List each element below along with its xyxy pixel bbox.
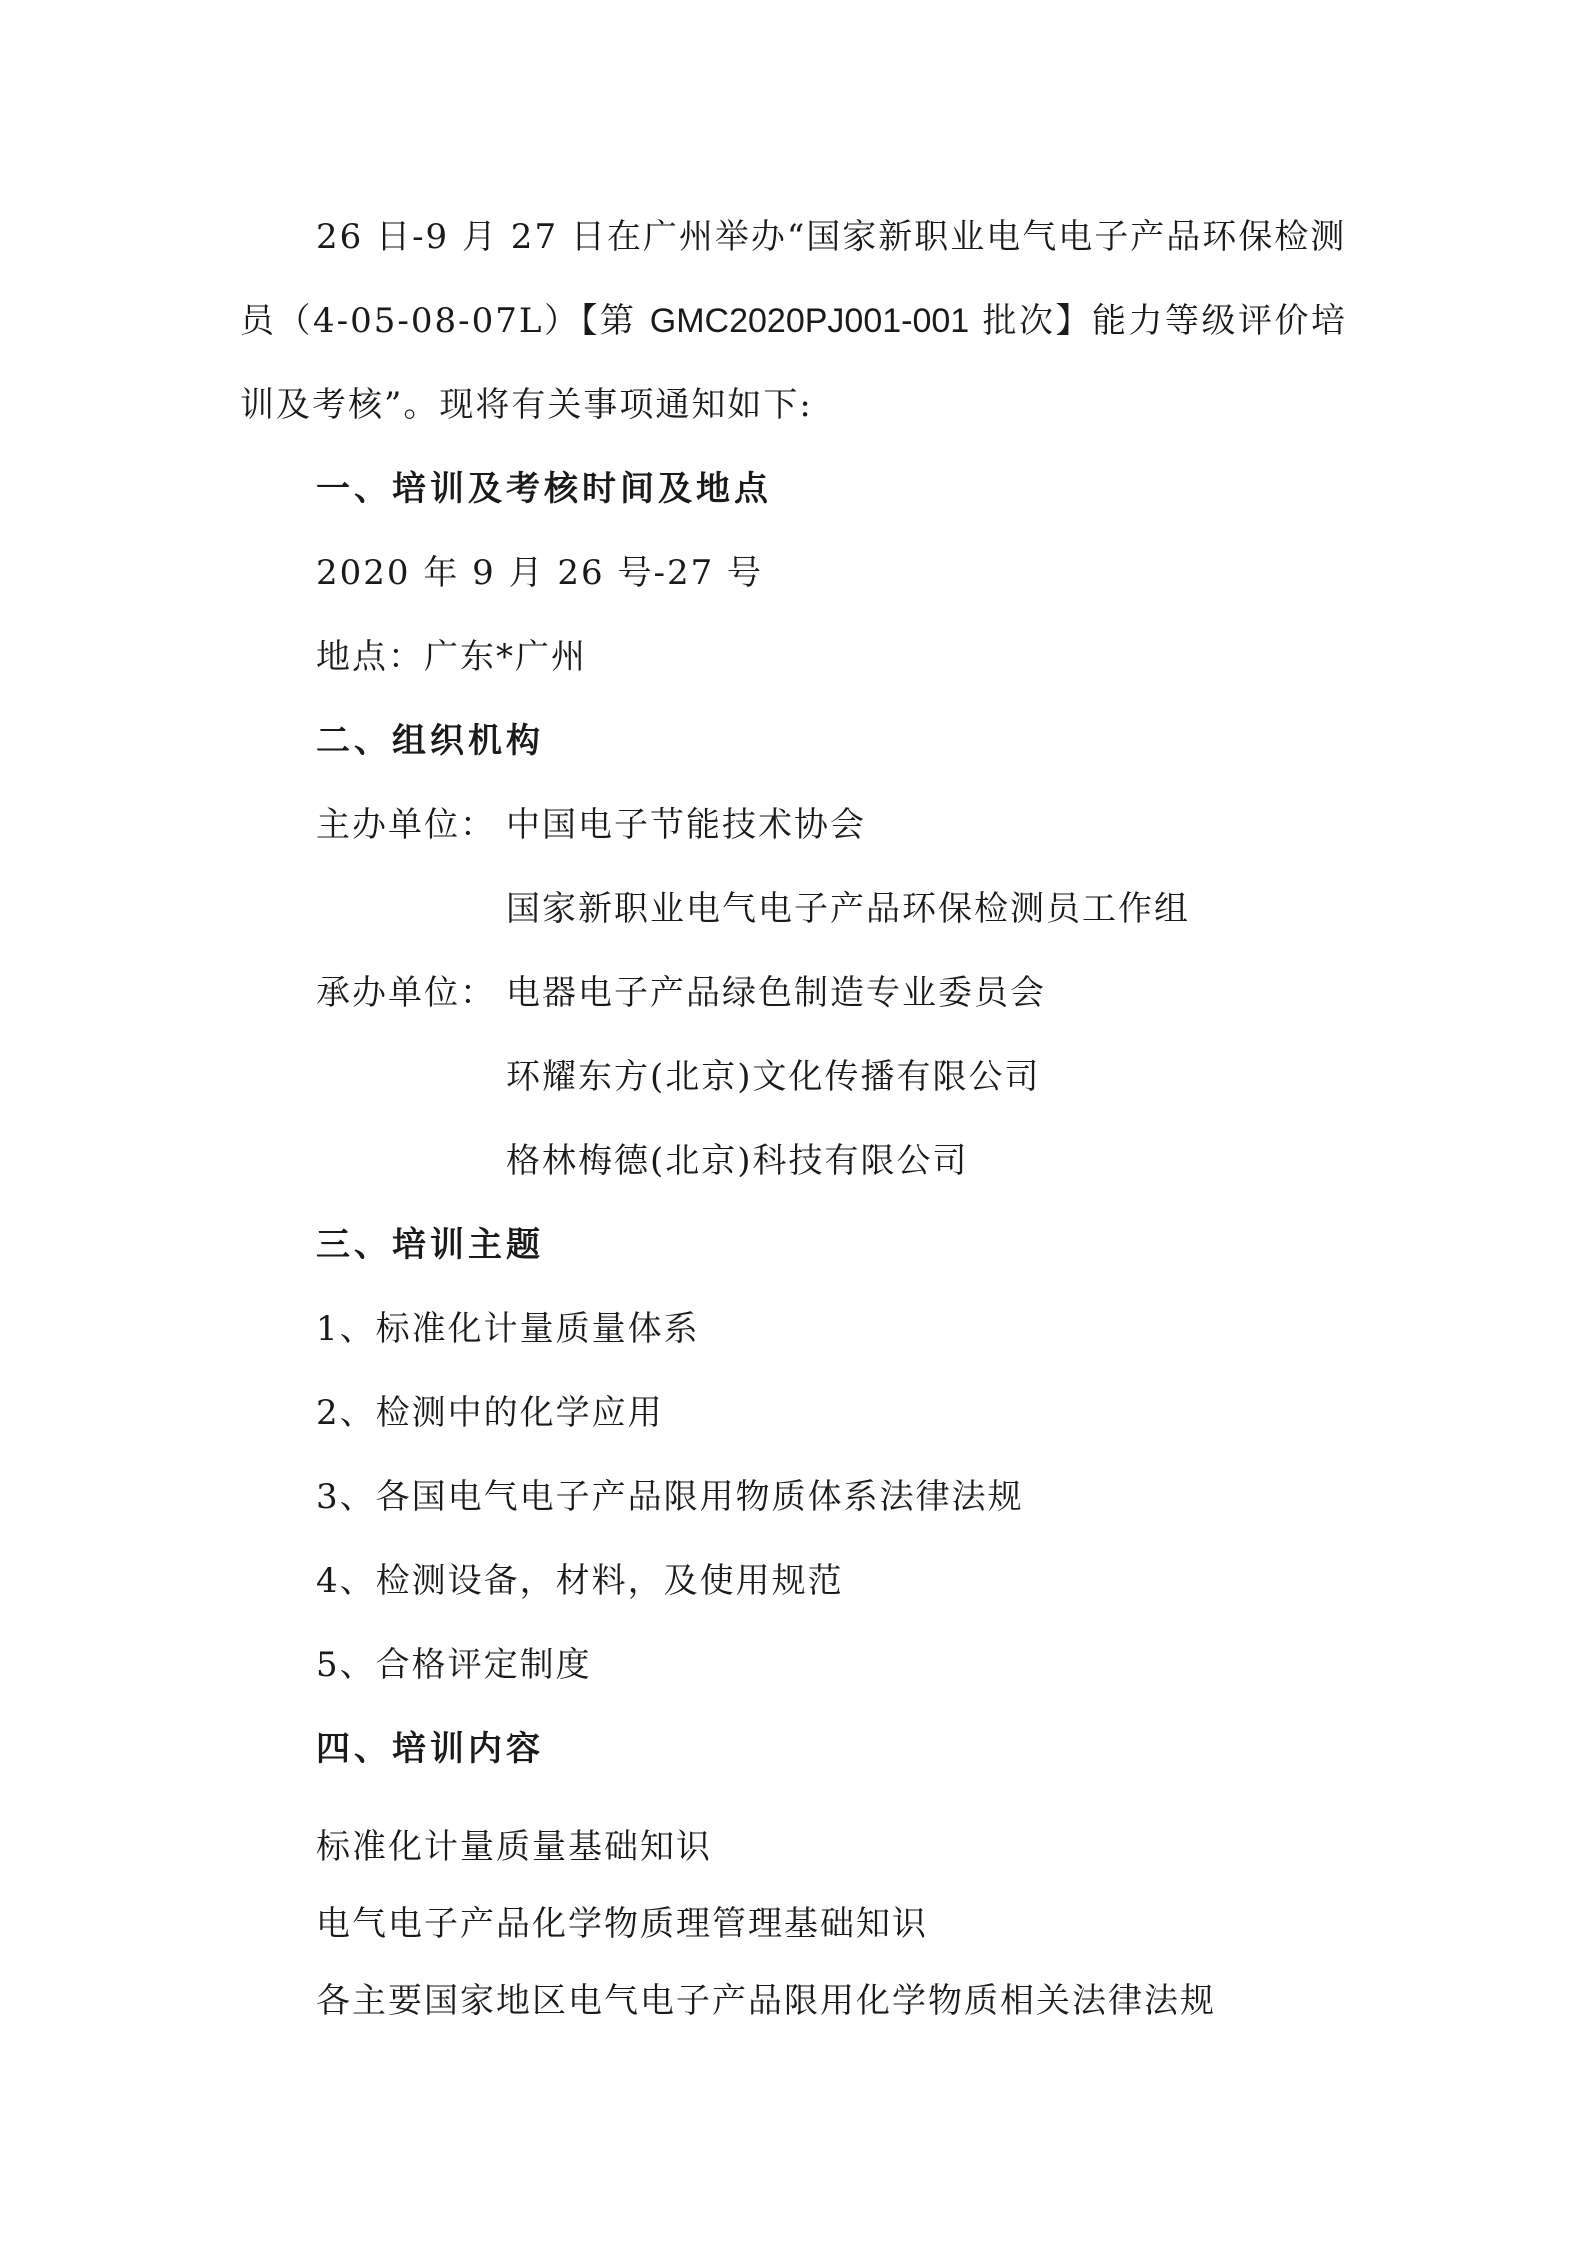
intro-line-2-suffix: 批次】能力等级评价培 [969, 301, 1348, 341]
organizer-org-1: 电器电子产品绿色制造专业委员会 [506, 973, 1046, 1013]
host-label: 主办单位： [316, 805, 496, 845]
batch-code: GMC2020PJ001-001 [649, 302, 970, 340]
topic-item: 3、各国电气电子产品限用物质体系法律法规 [316, 1477, 1024, 1517]
content-item: 标准化计量质量基础知识 [316, 1827, 712, 1867]
training-date: 2020 年 9 月 26 号-27 号 [316, 553, 764, 593]
organizer-label: 承办单位： [316, 973, 496, 1013]
content-item: 各主要国家地区电气电子产品限用化学物质相关法律法规 [316, 1981, 1216, 2021]
organizer-org-2: 环耀东方(北京)文化传播有限公司 [506, 1057, 1041, 1097]
topic-item: 1、标准化计量质量体系 [316, 1309, 700, 1349]
content-item: 电气电子产品化学物质理管理基础知识 [316, 1904, 928, 1944]
topic-item: 2、检测中的化学应用 [316, 1393, 664, 1433]
section-4-heading: 四、培训内容 [316, 1729, 544, 1769]
section-2-heading: 二、组织机构 [316, 721, 544, 761]
section-3-heading: 三、培训主题 [316, 1225, 544, 1265]
intro-line-3: 训及考核”。现将有关事项通知如下: [240, 385, 813, 425]
topic-item: 5、合格评定制度 [316, 1645, 592, 1685]
intro-line-2 [240, 299, 1347, 343]
topic-item: 4、检测设备，材料，及使用规范 [316, 1561, 844, 1601]
intro-line-1: 26 日-9 月 27 日在广州举办“国家新职业电气电子产品环保检测 [316, 217, 1347, 257]
organizer-org-3: 格林梅德(北京)科技有限公司 [506, 1141, 969, 1181]
host-org-2: 国家新职业电气电子产品环保检测员工作组 [506, 889, 1190, 929]
training-place: 地点：广东*广州 [316, 637, 587, 677]
intro-line-2-prefix: 员（4-05-08-07L）【第 [240, 301, 650, 341]
host-org-1: 中国电子节能技术协会 [506, 805, 866, 845]
section-1-heading: 一、培训及考核时间及地点 [316, 469, 772, 509]
